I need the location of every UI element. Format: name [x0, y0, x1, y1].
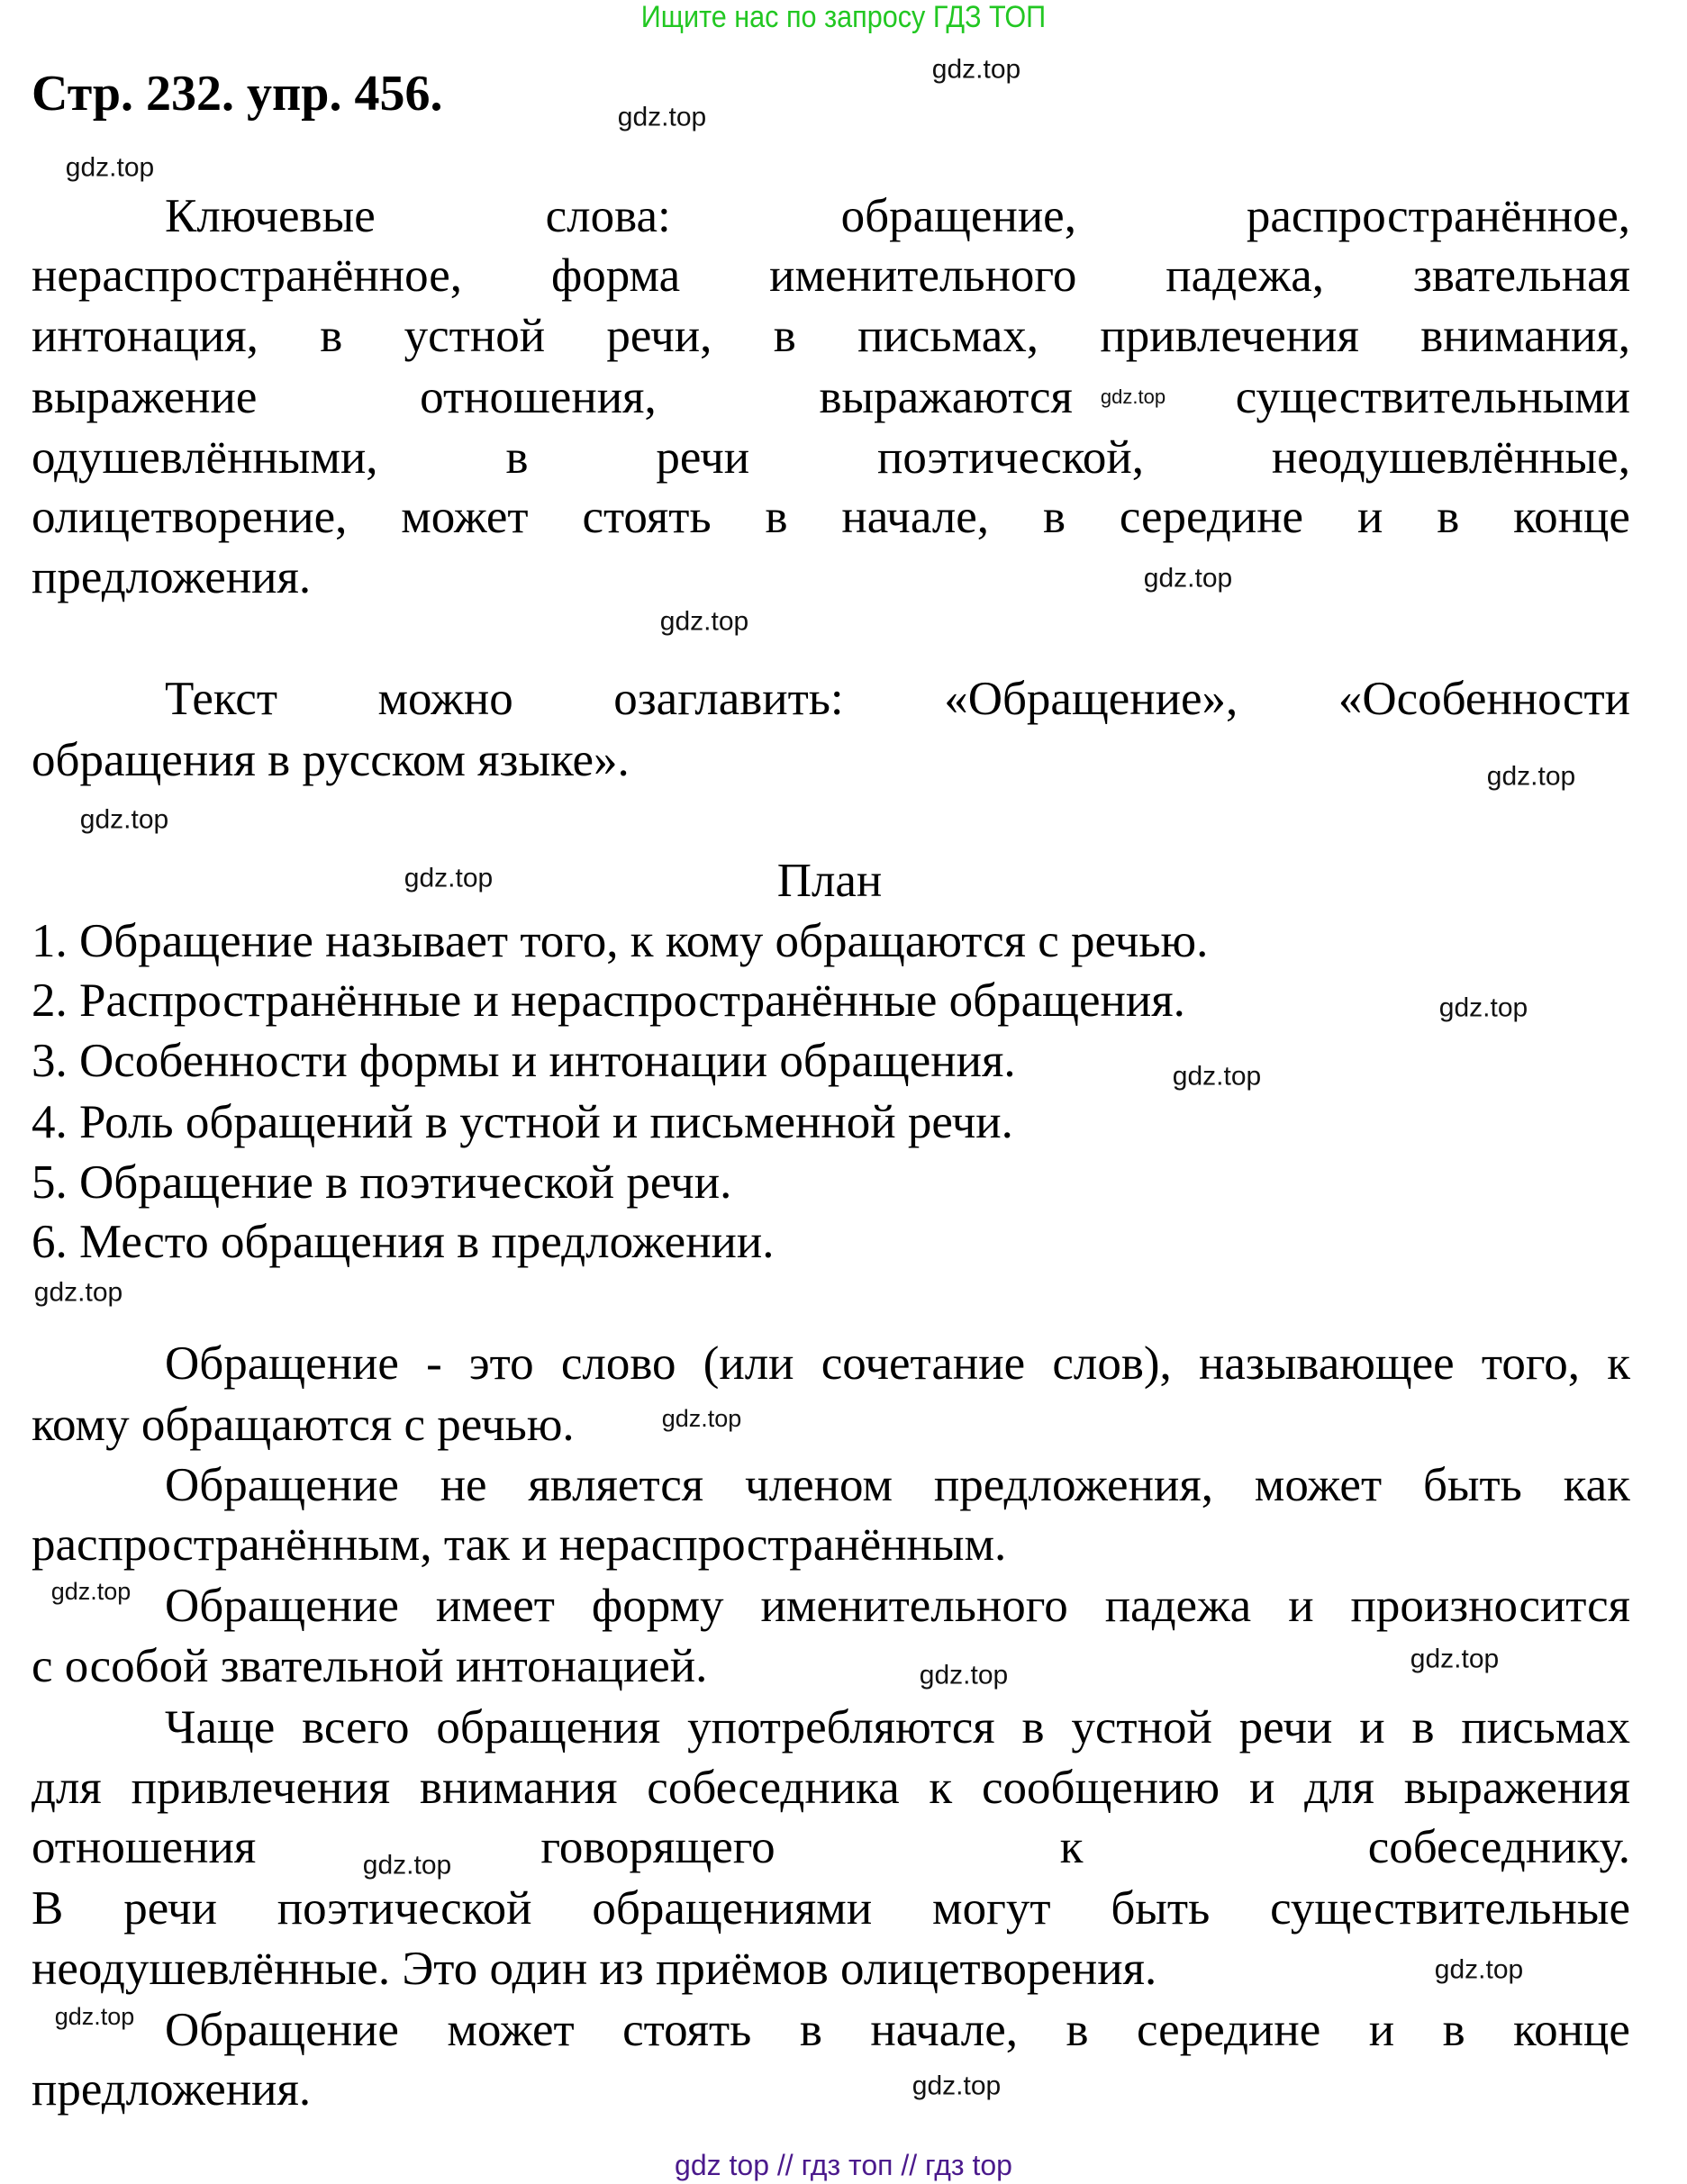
word: олицетворение, — [32, 491, 348, 543]
word: внимания, — [1420, 310, 1630, 362]
watermark: gdz.top — [1438, 992, 1528, 1023]
word: могут — [932, 1882, 1051, 1935]
watermark: gdz.top — [1486, 761, 1576, 792]
word: Обращение — [165, 2004, 399, 2056]
watermark: gdz.top — [1172, 1061, 1262, 1092]
word: в — [765, 491, 788, 543]
word: членом — [745, 1459, 893, 1511]
page-title: Стр. 232. упр. 456. — [32, 66, 443, 122]
text-line: предложения. — [32, 551, 312, 603]
word: к — [1059, 1821, 1084, 1873]
watermark: gdz.top — [1143, 563, 1233, 594]
text-line — [32, 309, 1630, 363]
word: поэтической — [277, 1882, 532, 1935]
word: существительными — [1235, 371, 1630, 423]
word: собеседника — [647, 1762, 900, 1814]
text-line: с особой звательной интонацией. — [32, 1640, 708, 1692]
watermark: gdz.top — [33, 1277, 123, 1308]
word: и — [1368, 2004, 1395, 2056]
word: внимания — [419, 1762, 618, 1814]
word: сообщению — [981, 1762, 1220, 1814]
plan-item: 4. Роль обращений в устной и письменной речи. — [32, 1096, 1013, 1148]
word: и — [1248, 1762, 1275, 1814]
word: форма — [550, 249, 681, 302]
word: и — [1356, 491, 1383, 543]
watermark: gdz.top — [931, 54, 1021, 85]
text-line — [165, 672, 1630, 726]
word: именительного — [760, 1580, 1068, 1632]
word: неодушевлённые, — [1271, 431, 1630, 484]
word: привлечения — [131, 1762, 391, 1814]
word: всего — [302, 1701, 410, 1754]
text-line — [32, 430, 1630, 485]
word: для — [32, 1762, 102, 1814]
word: конце — [1513, 491, 1630, 543]
word: слова: — [545, 190, 671, 242]
watermark: gdz.top — [65, 152, 155, 183]
word: озаглавить: — [613, 673, 844, 725]
watermark: gdz.top — [50, 1578, 132, 1606]
word: Обращение — [165, 1337, 399, 1390]
word: имеет — [435, 1580, 555, 1632]
word: может — [401, 491, 529, 543]
word: к — [1607, 1337, 1630, 1390]
word: и — [1359, 1701, 1385, 1754]
word: быть — [1422, 1459, 1522, 1511]
word: середине — [1137, 2004, 1321, 2056]
watermark: gdz.top — [661, 1405, 742, 1433]
word: быть — [1111, 1882, 1211, 1935]
word: к — [929, 1762, 953, 1814]
word: в — [320, 310, 343, 362]
watermark: gdz.top — [1410, 1644, 1500, 1674]
word: «Обращение», — [944, 673, 1238, 725]
word: существительные — [1270, 1882, 1630, 1935]
footer-link-gdz-top-mixed[interactable]: гдз top — [925, 2149, 1012, 2181]
text-line: предложения. — [32, 2063, 312, 2116]
plan-item: 2. Распространённые и нераспространённые обращения. — [32, 974, 1185, 1027]
plan-item: 3. Особенности формы и интонации обращения. — [32, 1035, 1016, 1087]
word: привлечения — [1100, 310, 1359, 362]
word: Ключевые — [165, 190, 376, 242]
word: распространённое, — [1246, 190, 1630, 242]
word: как — [1563, 1459, 1630, 1511]
word: употребляются — [687, 1701, 995, 1754]
word: обращение, — [840, 190, 1076, 242]
word: того, — [1481, 1337, 1581, 1390]
word: Обращение — [165, 1580, 399, 1632]
word: конце — [1513, 2004, 1630, 2056]
word: речи — [656, 431, 750, 484]
text-line — [32, 1820, 1630, 1874]
word: в — [1442, 2004, 1465, 2056]
word: поэтической, — [877, 431, 1144, 484]
watermark: gdz.top — [79, 804, 169, 835]
word: можно — [377, 673, 513, 725]
word: звательная — [1412, 249, 1630, 302]
word: в — [799, 2004, 822, 2056]
word: речи — [1238, 1701, 1333, 1754]
promo-header: Ищите нас по запросу ГДЗ ТОП — [640, 0, 1047, 34]
watermark: gdz.top — [617, 102, 707, 132]
word: является — [528, 1459, 704, 1511]
word: собеседнику. — [1367, 1821, 1630, 1873]
word: падежа — [1104, 1580, 1252, 1632]
word: может — [447, 2004, 575, 2056]
word: стоять — [622, 2004, 752, 2056]
watermark: gdz.top — [404, 863, 494, 893]
word: сочетание — [821, 1337, 1026, 1390]
footer-separator: // — [901, 2149, 918, 2181]
word: в — [1437, 491, 1460, 543]
word: обращения — [436, 1701, 661, 1754]
word: интонация, — [32, 310, 258, 362]
word: и — [1288, 1580, 1314, 1632]
word: в — [505, 431, 529, 484]
text-line — [32, 249, 1630, 303]
word: отношения — [32, 1821, 257, 1873]
text-line — [165, 1458, 1630, 1512]
word: речи — [123, 1882, 217, 1935]
text-line: распространённым, так и нераспространённым. — [32, 1518, 1007, 1571]
text-line: обращения в русском языке». — [32, 734, 630, 786]
word: Текст — [165, 673, 277, 725]
watermark: gdz.top — [912, 2071, 1002, 2101]
word: слов), — [1052, 1337, 1172, 1390]
plan-title: План — [776, 855, 883, 907]
word: форму — [591, 1580, 724, 1632]
word: предложения, — [933, 1459, 1213, 1511]
watermark: gdz.top — [54, 2003, 135, 2031]
text-line: неодушевлённые. Это один из приёмов олицетворения. — [32, 1943, 1157, 1995]
word: одушевлёнными, — [32, 431, 378, 484]
word: устной — [1071, 1701, 1212, 1754]
word: отношения, — [420, 371, 657, 423]
word: для — [1304, 1762, 1374, 1814]
word: падежа, — [1165, 249, 1325, 302]
word: в — [1411, 1701, 1435, 1754]
word: «Особенности — [1338, 673, 1630, 725]
word: в — [773, 310, 796, 362]
text-line — [165, 2003, 1630, 2057]
text-line: кому обращаются с речью. — [32, 1399, 575, 1451]
word: выражение — [32, 371, 258, 423]
word: обращениями — [592, 1882, 873, 1935]
word: устной — [404, 310, 546, 362]
text-line — [165, 1337, 1630, 1391]
word: Чаще — [165, 1701, 276, 1754]
word: начале, — [870, 2004, 1018, 2056]
word: в — [1021, 1701, 1045, 1754]
word: не — [440, 1459, 487, 1511]
word: начале, — [841, 491, 990, 543]
word: в — [1066, 2004, 1089, 2056]
word: письмах, — [857, 310, 1039, 362]
word: середине — [1119, 491, 1304, 543]
word: выражения — [1403, 1762, 1630, 1814]
footer-separator: // — [776, 2149, 794, 2181]
word: нераспространённое, — [32, 249, 463, 302]
text-line — [165, 189, 1630, 243]
watermark: gdz.top — [362, 1850, 452, 1880]
word: Обращение — [165, 1459, 399, 1511]
watermark: gdz.top — [1100, 385, 1166, 408]
word: письмах — [1461, 1701, 1630, 1754]
plan-item: 1. Обращение называет того, к кому обращаются с речью. — [32, 915, 1209, 967]
text-line — [32, 1881, 1630, 1935]
footer-link-gdz-top-ru[interactable]: гдз топ — [801, 2149, 893, 2181]
word: стоять — [582, 491, 712, 543]
word: - — [426, 1337, 442, 1390]
text-line — [32, 1761, 1630, 1815]
text-line — [32, 370, 1630, 424]
watermark: gdz.top — [1434, 1954, 1524, 1985]
word: слово — [560, 1337, 676, 1390]
word: может — [1254, 1459, 1383, 1511]
text-line — [165, 1579, 1630, 1633]
watermark: gdz.top — [659, 606, 749, 637]
text-line — [165, 1700, 1630, 1754]
word: называющее — [1198, 1337, 1455, 1390]
word: (или — [703, 1337, 794, 1390]
word: В — [32, 1882, 64, 1935]
word: выражаются — [819, 371, 1073, 423]
word: в — [1042, 491, 1066, 543]
word: произносится — [1350, 1580, 1630, 1632]
text-line — [32, 490, 1630, 544]
word: говорящего — [540, 1821, 775, 1873]
plan-item: 6. Место обращения в предложении. — [32, 1216, 775, 1268]
plan-item: 5. Обращение в поэтической речи. — [32, 1156, 732, 1209]
footer-links — [0, 2149, 1687, 2182]
word: речи, — [606, 310, 712, 362]
word: это — [468, 1337, 534, 1390]
watermark: gdz.top — [919, 1660, 1009, 1690]
footer-link-gdz-top[interactable]: gdz top — [675, 2149, 769, 2181]
word: именительного — [769, 249, 1077, 302]
